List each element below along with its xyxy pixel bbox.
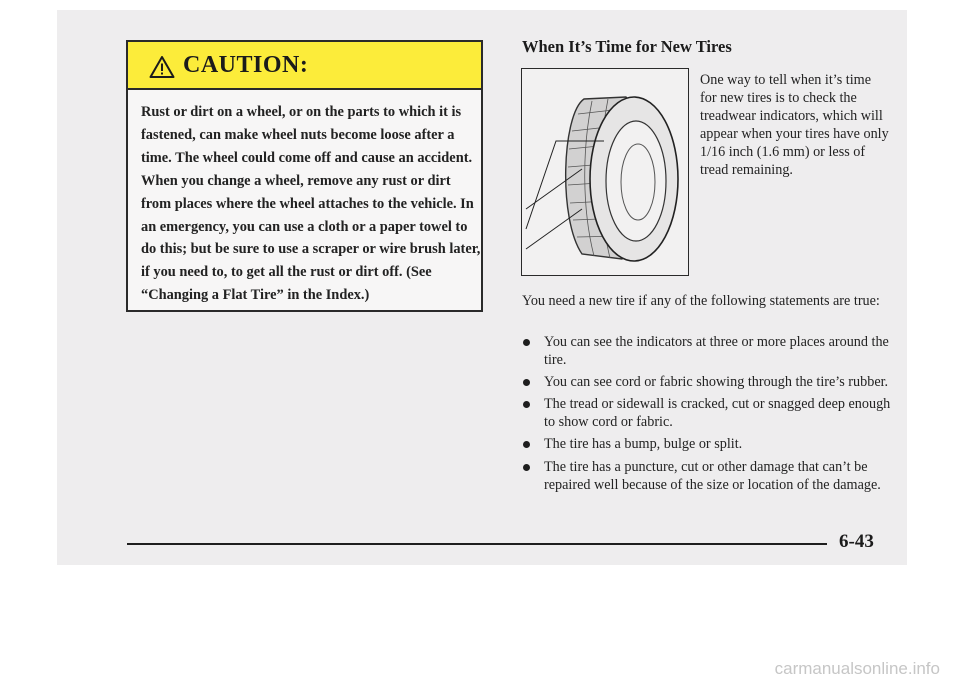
list-item-text: You can see the indicators at three or more places around the tire. [544, 334, 889, 368]
tire-illustration [521, 68, 689, 276]
list-item-text: You can see cord or fabric showing through the tire’s rubber. [544, 374, 889, 391]
footer-rule [127, 543, 827, 545]
section-heading: When It’s Time for New Tires [522, 37, 732, 56]
bullet-dot-icon [523, 464, 530, 471]
condition-list [522, 334, 892, 499]
bullet-dot-icon [523, 379, 530, 386]
bottom-watermark: carmanualsonline.info [774, 659, 940, 678]
caution-text: Rust or dirt on a wheel, or on the parts to which it is fastened, can make wheel nuts become loose after a time. The wheel could come off and cause an accident. When you change a wheel, remove any rust or dirt from places where the wheel attaches to the vehicle. In an emergency, you can use a cloth or a paper towel to do this; but be sure to use a scraper or wire brush later, if you need to, to get all the rust or dirt off. (See “Changing a Flat Tire” in the Index.) [141, 104, 481, 304]
bullet-dot-icon [523, 401, 530, 408]
intro-paragraph: One way to tell when it’s time for new tires is to check the treadwear indicators, which will appear when your tires have only 1/16 inch (1.6 mm) or less of tread remaining. [700, 72, 889, 178]
list-item [522, 436, 892, 454]
bullet-dot-icon [523, 441, 530, 448]
list-item [522, 374, 892, 392]
list-item [522, 459, 892, 495]
bullet-dot-icon [523, 339, 530, 346]
list-item [522, 396, 892, 432]
caution-title: CAUTION: [183, 52, 309, 78]
list-item [522, 334, 892, 370]
list-item-text: The tire has a bump, bulge or split. [544, 436, 743, 453]
page-number: 6-43 [839, 531, 874, 552]
warning-triangle-icon [149, 55, 175, 79]
list-item-text: The tire has a puncture, cut or other damage that can’t be repaired well because of the size or location of the damage. [544, 458, 881, 493]
caution-header [128, 42, 481, 90]
list-item-text: The tread or sidewall is cracked, cut or snagged deep enough to show cord or fabric. [544, 396, 891, 431]
lead-paragraph: You need a new tire if any of the following statements are true: [522, 293, 880, 309]
tire-drawing [522, 69, 690, 277]
caution-box [126, 40, 483, 312]
